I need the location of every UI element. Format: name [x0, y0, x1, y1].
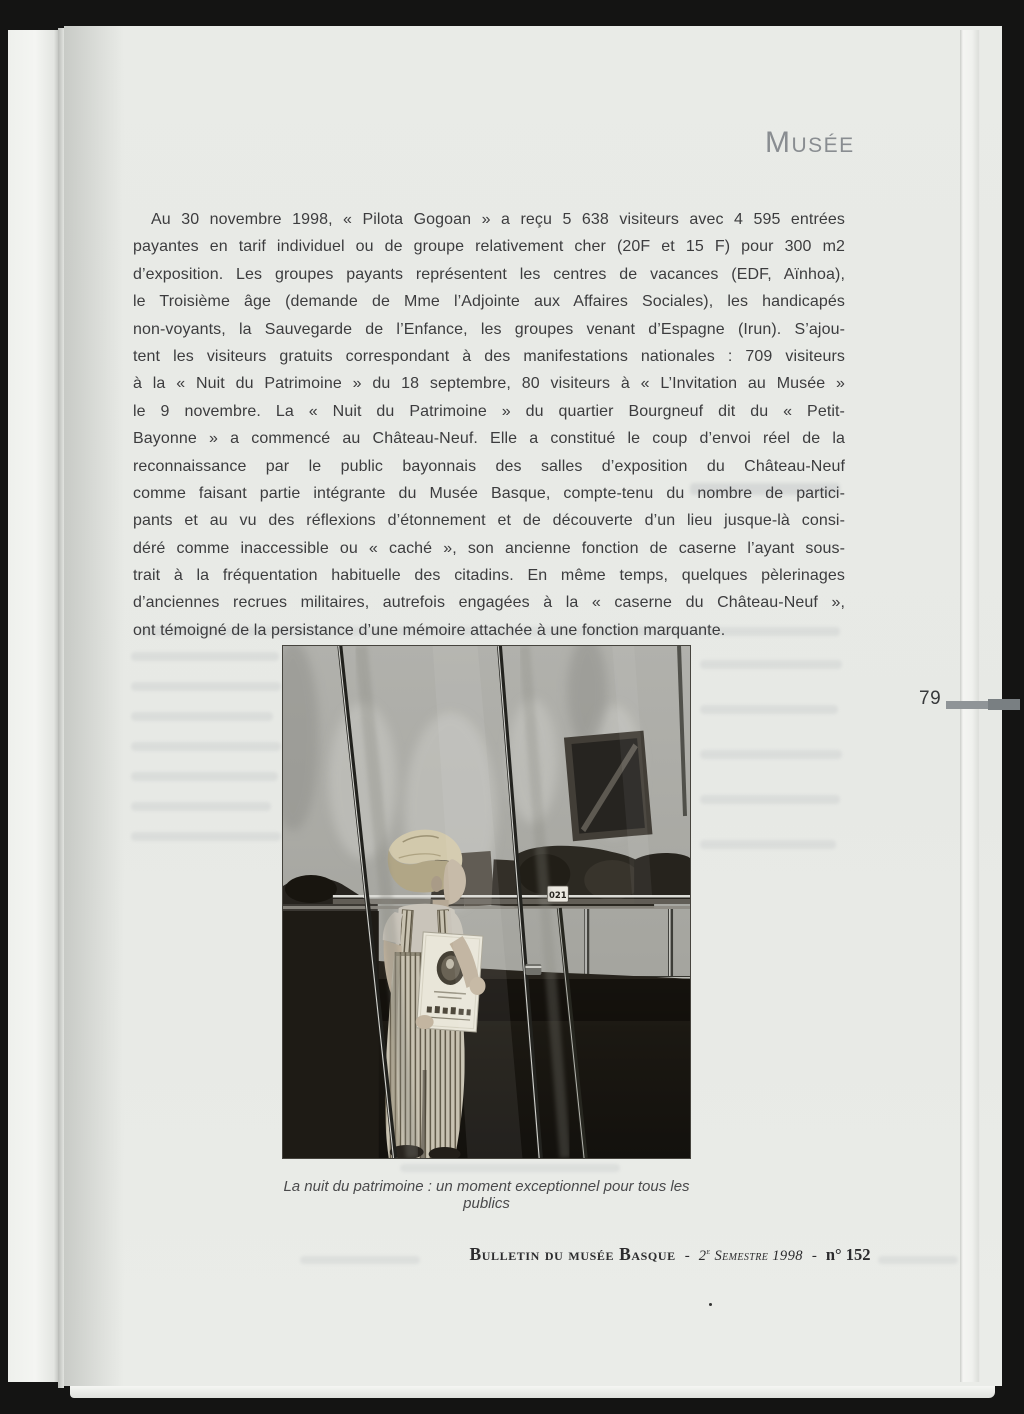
paragraph-line: Bayonne » a commencé au Château-Neuf. Elle a constitué le coup d’envoi réel de la — [133, 430, 845, 448]
bleed-through-smudge — [131, 802, 271, 811]
page-number-bar-dark-segment — [988, 699, 1020, 710]
paragraph-line: déré comme inaccessible ou « caché », son ancienne fonction de caserne l’ayant sous- — [133, 539, 845, 557]
paragraph-line: à la « Nuit du Patrimoine » du 18 septembre, 80 visiteurs à « L’Invitation au Musée » — [133, 375, 845, 393]
photo-caption: La nuit du patrimoine : un moment exceptionnel pour tous les publics — [283, 1178, 690, 1212]
paragraph-line: trait à la fréquentation habituelle des citadins. En même temps, quelques pèlerinages — [133, 567, 845, 585]
bleed-through-smudge — [700, 750, 842, 759]
bleed-through-smudge — [400, 1164, 620, 1172]
bleed-through-smudge — [131, 682, 281, 691]
photo-child-in-museum — [283, 646, 690, 1158]
paragraph-line: tent les visiteurs gratuits correspondant à des manifestations nationales : 709 visiteurs — [133, 347, 845, 365]
paragraph-line: payantes en tarif individuel ou de groupe relativement cher (20F et 15 F) pour 300 m2 — [133, 238, 845, 256]
facing-page-edge — [8, 30, 58, 1382]
journal-footer — [340, 1244, 1000, 1265]
bleed-through-smudge — [131, 832, 281, 841]
bleed-through-smudge — [131, 712, 273, 721]
paragraph-line: reconnaissance par le public bayonnais des salles d’exposition du Château-Neuf — [133, 457, 845, 475]
paragraph-line: le 9 novembre. La « Nuit du Patrimoine » du quartier Bourgneuf dit du « Petit- — [133, 402, 845, 420]
paragraph-line: ont témoigné de la persistance d’une mémoire attachée à une fonction marquante. — [133, 621, 726, 639]
bleed-through-smudge — [700, 840, 836, 849]
paragraph-line: d’exposition. Les groupes payants représentent les centres de vacances (EDF, Aïnhoa), — [133, 265, 845, 283]
photo-label-text: 021 — [548, 889, 567, 901]
gutter-shadow — [64, 26, 124, 1386]
bleed-through-smudge — [700, 660, 842, 669]
issue-period — [699, 1248, 803, 1264]
paragraph-line: Au 30 novembre 1998, « Pilota Gogoan » a reçu 5 638 visiteurs avec 4 595 entrées — [151, 211, 845, 228]
exhibit-number-label — [547, 886, 568, 902]
period-superscript: e — [706, 1246, 711, 1257]
exhibition-photo — [282, 645, 691, 1159]
running-header: Musée — [765, 126, 855, 159]
bottom-page-stack — [70, 1386, 995, 1398]
period-number: 2 — [698, 1248, 707, 1264]
bleed-through-smudge — [700, 705, 838, 714]
bleed-through-smudge — [131, 772, 278, 781]
paragraph-line: le Troisième âge (demande de Mme l’Adjointe aux Affaires Sociales), les handicapés — [133, 293, 845, 311]
journal-title: Bulletin du musée Basque — [469, 1244, 676, 1264]
bleed-through-smudge — [131, 742, 281, 751]
paragraph-line: comme faisant partie intégrante du Musée Basque, compte-tenu du nombre de partici- — [133, 484, 845, 502]
paragraph-line: pants et au vu des réflexions d’étonnement et de découverte d’un lieu jusque-là consi- — [133, 512, 845, 530]
paragraph-line: non-voyants, la Sauvegarde de l’Enfance, les groupes venant d’Espagne (Irun). S’ajou- — [133, 320, 845, 338]
page-number: 79 — [919, 688, 942, 709]
page-number-bar — [946, 701, 990, 709]
issue-number: n° 152 — [825, 1245, 871, 1264]
stray-period-dot — [709, 1303, 712, 1306]
footer-separator: - — [684, 1248, 690, 1264]
period-text: Semestre 1998 — [714, 1248, 803, 1264]
paragraph-line: d’anciennes recrues militaires, autrefois engagées à la « caserne du Château-Neuf », — [133, 594, 845, 612]
footer-separator: - — [811, 1248, 817, 1264]
article-paragraph — [133, 206, 845, 644]
bleed-through-smudge — [700, 795, 840, 804]
bleed-through-smudge — [131, 652, 279, 661]
